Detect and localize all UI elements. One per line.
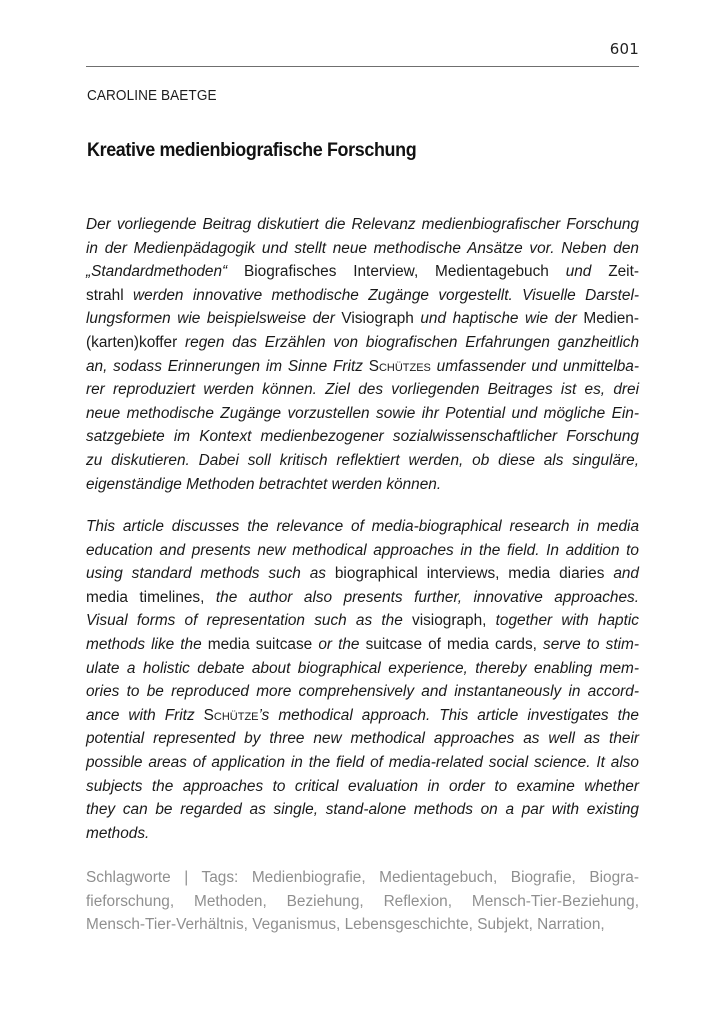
text-line <box>86 633 639 657</box>
text-segment: ’s methodical approach. This article investigates the <box>258 706 639 724</box>
text-line <box>86 822 639 846</box>
text-segment: regen das Erzählen von biografischen Erfahrungen ganzheitlich <box>185 333 640 351</box>
text-segment: visiograph, <box>412 612 496 630</box>
text-segment: und haptische wie der <box>420 310 584 328</box>
text-segment: education and presents new methodical approaches in the field. In addition to <box>86 541 639 559</box>
text-segment: Schlagworte | Tags: Medienbiografie, Medientagebuch, Biografie, Biogra- <box>86 869 639 886</box>
text-line <box>86 704 639 728</box>
text-segment: media suitcase <box>207 635 319 653</box>
text-segment: they can be regarded as single, stand-alone methods on a par with existing <box>86 801 639 819</box>
text-segment: werden innovative methodische Zugänge vorgestellt. Visuelle Darstel- <box>133 286 639 304</box>
text-line <box>86 473 639 497</box>
text-segment: methods like the <box>86 635 208 653</box>
text-segment: the author also presents further, innovative approaches. <box>215 588 639 606</box>
text-segment: Der vorliegende Beitrag diskutiert die Relevanz medienbiografischer Forschung <box>86 216 639 233</box>
text-segment: using standard methods such as <box>86 565 335 583</box>
article-title: Kreative medienbiografische Forschung <box>87 139 417 161</box>
text-line <box>86 866 639 890</box>
text-line <box>86 562 639 586</box>
text-segment: und <box>565 263 609 281</box>
text-line <box>86 680 639 704</box>
text-segment: potential represented by three new methodical approaches as well as their <box>86 730 639 748</box>
text-segment: „Standardmethoden“ <box>86 263 244 281</box>
text-segment: Visiograph <box>341 310 421 328</box>
text-line <box>86 402 639 426</box>
text-line <box>86 539 639 563</box>
text-segment: possible areas of application in the field of media-related social science. It also <box>86 753 639 771</box>
text-segment: ance with Fritz <box>86 706 204 724</box>
text-line <box>86 913 639 937</box>
text-segment: in der Medienpädagogik und stellt neue methodische Ansätze vor. Neben den <box>86 239 639 257</box>
text-segment: Zeit- <box>608 263 639 281</box>
text-segment: rer reproduziert werden können. Ziel des vorliegenden Beitrages ist es, drei <box>86 381 639 399</box>
text-segment: eigenständige Methoden betrachtet werden können. <box>86 475 442 493</box>
text-segment: strahl <box>86 286 134 304</box>
abstract-german <box>86 213 639 496</box>
text-segment: and <box>613 565 639 583</box>
text-line <box>86 449 639 473</box>
text-segment: (karten)koffer <box>86 333 186 351</box>
text-line <box>86 798 639 822</box>
text-line <box>86 890 639 914</box>
text-segment: Schützes <box>368 357 431 375</box>
author-name: CAROLINE BAETGE <box>87 88 217 104</box>
text-segment: or the <box>318 635 366 653</box>
text-line <box>86 586 639 610</box>
header-rule <box>86 66 639 67</box>
text-segment: serve to stim- <box>543 635 639 653</box>
keywords <box>86 866 639 937</box>
text-line <box>86 237 639 261</box>
text-segment: Schütze <box>203 706 259 724</box>
text-segment: Medien- <box>583 310 639 328</box>
text-segment: suitcase of media cards, <box>365 635 544 653</box>
text-segment: ulate a holistic debate about biographical experience, thereby enabling mem- <box>86 659 639 677</box>
text-segment: subjects the approaches to critical evaluation in order to examine whether <box>86 777 639 795</box>
text-line <box>86 307 639 331</box>
text-line <box>86 751 639 775</box>
text-segment: ories to be reproduced more comprehensively and instantaneously in accord- <box>86 683 639 701</box>
text-segment: neue methodische Zugänge vorzustellen sowie ihr Potential und mögliche Ein- <box>86 404 639 422</box>
text-line <box>86 515 639 539</box>
text-line <box>86 284 639 308</box>
text-segment: umfassender und unmittelba- <box>430 357 639 375</box>
text-line <box>86 727 639 751</box>
text-segment: This article discusses the relevance of media-biographical research in media <box>86 518 639 535</box>
text-segment: together with haptic <box>495 612 639 630</box>
text-line <box>86 609 639 633</box>
text-segment: Biografisches Interview, Medientagebuch <box>244 263 566 281</box>
text-segment: methods. <box>86 824 150 842</box>
text-line <box>86 355 639 379</box>
page-number: 601 <box>609 40 639 58</box>
text-segment: Mensch-Tier-Verhältnis, Veganismus, Lebensgeschichte, Subjekt, Narration, <box>86 916 605 934</box>
text-segment: Visual forms of representation such as the <box>86 612 412 630</box>
abstract-english <box>86 515 639 845</box>
text-line <box>86 260 639 284</box>
text-line <box>86 425 639 449</box>
text-segment: lungsformen wie beispielsweise der <box>86 310 342 328</box>
text-line <box>86 378 639 402</box>
text-segment: fieforschung, Methoden, Beziehung, Reflexion, Mensch-Tier-Beziehung, <box>86 892 639 910</box>
text-segment: an, sodass Erinnerungen im Sinne Fritz <box>86 357 369 375</box>
text-segment: zu diskutieren. Dabei soll kritisch reflektiert werden, ob diese als singuläre, <box>86 451 639 469</box>
text-segment: satzgebiete im Kontext medienbezogener sozialwissenschaftlicher Forschung <box>86 428 639 446</box>
text-line <box>86 331 639 355</box>
text-line <box>86 775 639 799</box>
text-segment: media timelines, <box>86 588 216 606</box>
text-segment: biographical interviews, media diaries <box>334 565 614 583</box>
text-line <box>86 213 639 237</box>
text-line <box>86 657 639 681</box>
